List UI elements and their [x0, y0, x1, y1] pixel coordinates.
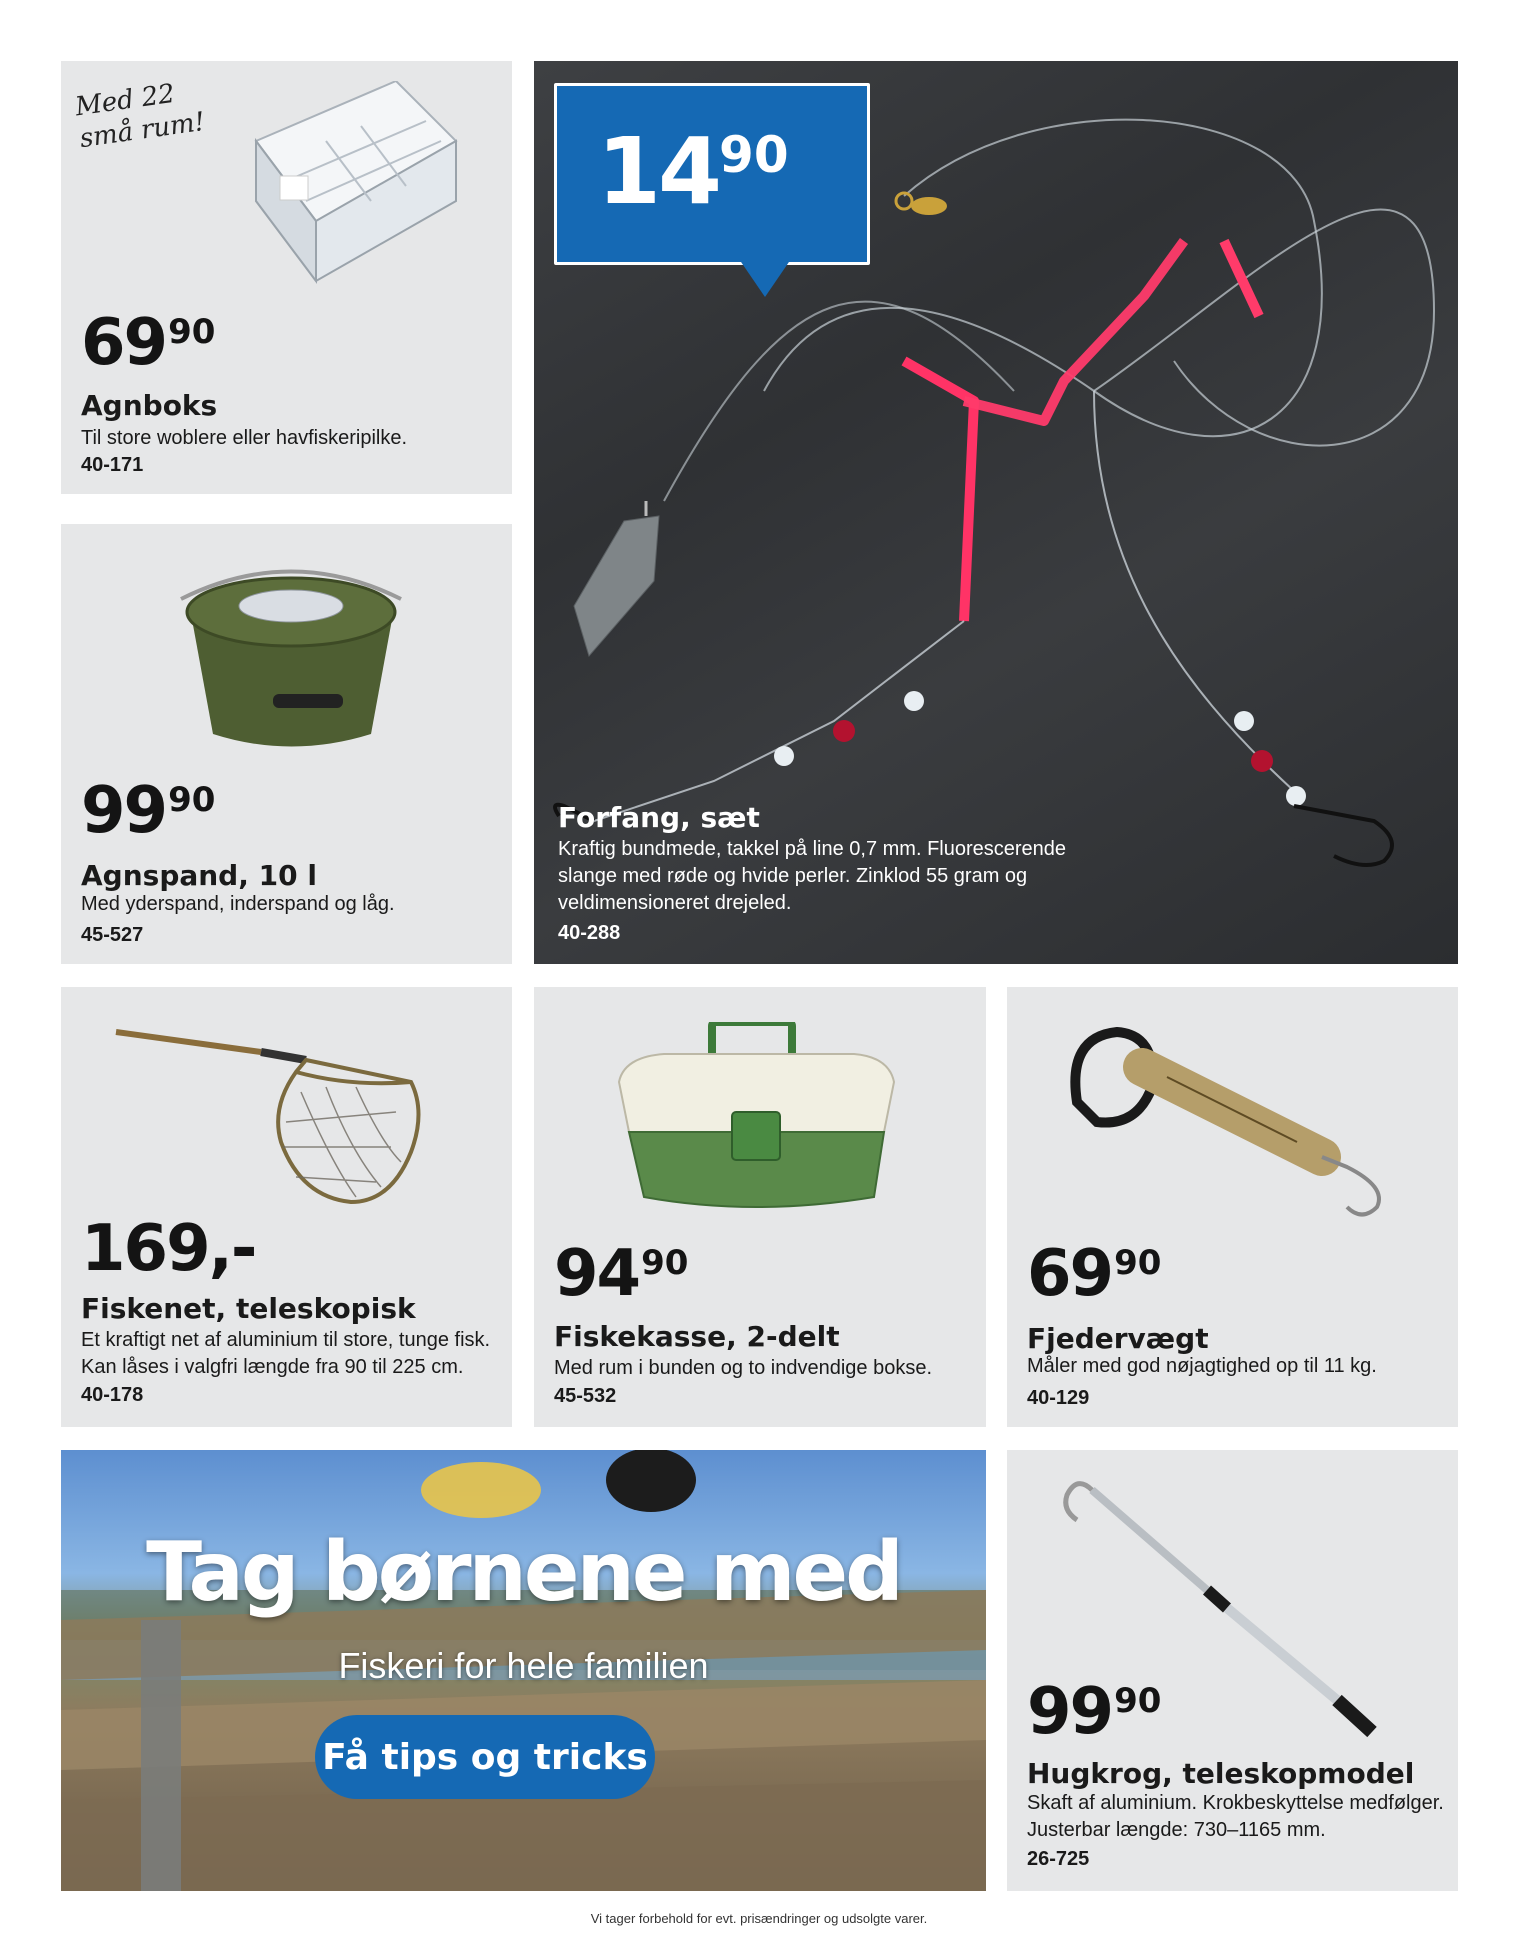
price	[81, 306, 216, 380]
footer-disclaimer: Vi tager forbehold for evt. prisændringer og udsolgte varer.	[590, 1911, 928, 1926]
product-code: 40-178	[81, 1384, 144, 1406]
product-code: 26-725	[1027, 1848, 1090, 1870]
product-code: 40-171	[81, 454, 144, 476]
product-card-agnboks[interactable]	[61, 61, 512, 494]
product-title: Fiskekasse, 2-delt	[554, 1320, 840, 1353]
product-title: Forfang, sæt	[558, 801, 760, 834]
price-cents: 90	[168, 780, 216, 820]
product-description: Kraftig bundmede, takkel på line 0,7 mm. Fluorescerende slange med røde og hvide perler. Zinklod 55 gram og veldimensioneret drejeled.	[558, 838, 1067, 914]
product-description: Med rum i bunden og to indvendige bokse.	[554, 1357, 933, 1379]
product-code: 40-129	[1027, 1387, 1090, 1409]
product-description: Måler med god nøjagtighed op til 11 kg.	[1027, 1355, 1377, 1377]
price-main: 94	[554, 1237, 640, 1311]
product-description: Skaft af aluminium. Krokbeskyttelse medfølger. Justerbar længde: 730–1165 mm.	[1027, 1792, 1444, 1841]
tackle-box-2-tier-image	[604, 1022, 914, 1222]
price-cents: 90	[641, 1243, 689, 1283]
product-card-forfang[interactable]	[534, 61, 1458, 964]
product-card-agnspand[interactable]	[61, 524, 512, 964]
price-cents: 90	[1114, 1243, 1162, 1283]
price	[1027, 1237, 1162, 1311]
product-description: Et kraftigt net af aluminium til store, tunge fisk. Kan låses i valgfri længde fra 90 til 225 cm.	[81, 1329, 491, 1378]
price-main: 99	[81, 774, 167, 848]
price-cents: 90	[1114, 1681, 1162, 1721]
price	[597, 118, 789, 225]
price-main: 169,-	[81, 1212, 256, 1286]
product-card-hugkrog[interactable]	[1007, 1450, 1458, 1891]
product-title: Hugkrog, teleskopmodel	[1027, 1757, 1415, 1790]
product-title: Fiskenet, teleskopisk	[81, 1292, 416, 1325]
tackle-box-image	[196, 81, 486, 291]
banner-subtitle: Fiskeri for hele familien	[338, 1645, 709, 1686]
price-main: 69	[81, 306, 167, 380]
product-card-fjedervaegt[interactable]	[1007, 987, 1458, 1427]
tips-and-tricks-button[interactable]: Få tips og tricks	[315, 1715, 655, 1799]
price	[554, 1237, 689, 1311]
product-title: Agnboks	[81, 389, 218, 422]
product-code: 45-527	[81, 924, 144, 946]
price-cents: 90	[719, 126, 789, 184]
product-card-fiskenet[interactable]	[61, 987, 512, 1427]
price-cents: 90	[168, 312, 216, 352]
price-bubble	[554, 83, 870, 265]
price-main: 99	[1027, 1675, 1113, 1749]
banner-title: Tag børnene med	[146, 1525, 901, 1620]
price-main: 69	[1027, 1237, 1113, 1311]
price-main: 14	[597, 118, 720, 225]
price	[1027, 1675, 1162, 1749]
bait-bucket-image	[161, 554, 421, 764]
product-description: Med yderspand, inderspand og låg.	[81, 893, 395, 915]
landing-net-image	[111, 1012, 461, 1212]
badge-text: Med 22 små rum!	[73, 78, 207, 155]
product-code: 40-288	[558, 922, 621, 944]
product-title: Agnspand, 10 l	[81, 859, 317, 892]
kids-fishing-banner[interactable]	[61, 1450, 986, 1891]
price	[81, 1212, 256, 1286]
price	[81, 774, 216, 848]
spring-scale-image	[1057, 1017, 1437, 1247]
product-title: Fjedervægt	[1027, 1322, 1209, 1355]
product-card-fiskekasse[interactable]	[534, 987, 986, 1427]
price-bubble-tail	[739, 259, 791, 297]
product-code: 45-532	[554, 1385, 617, 1407]
product-description: Til store woblere eller havfiskeripilke.	[81, 427, 408, 449]
